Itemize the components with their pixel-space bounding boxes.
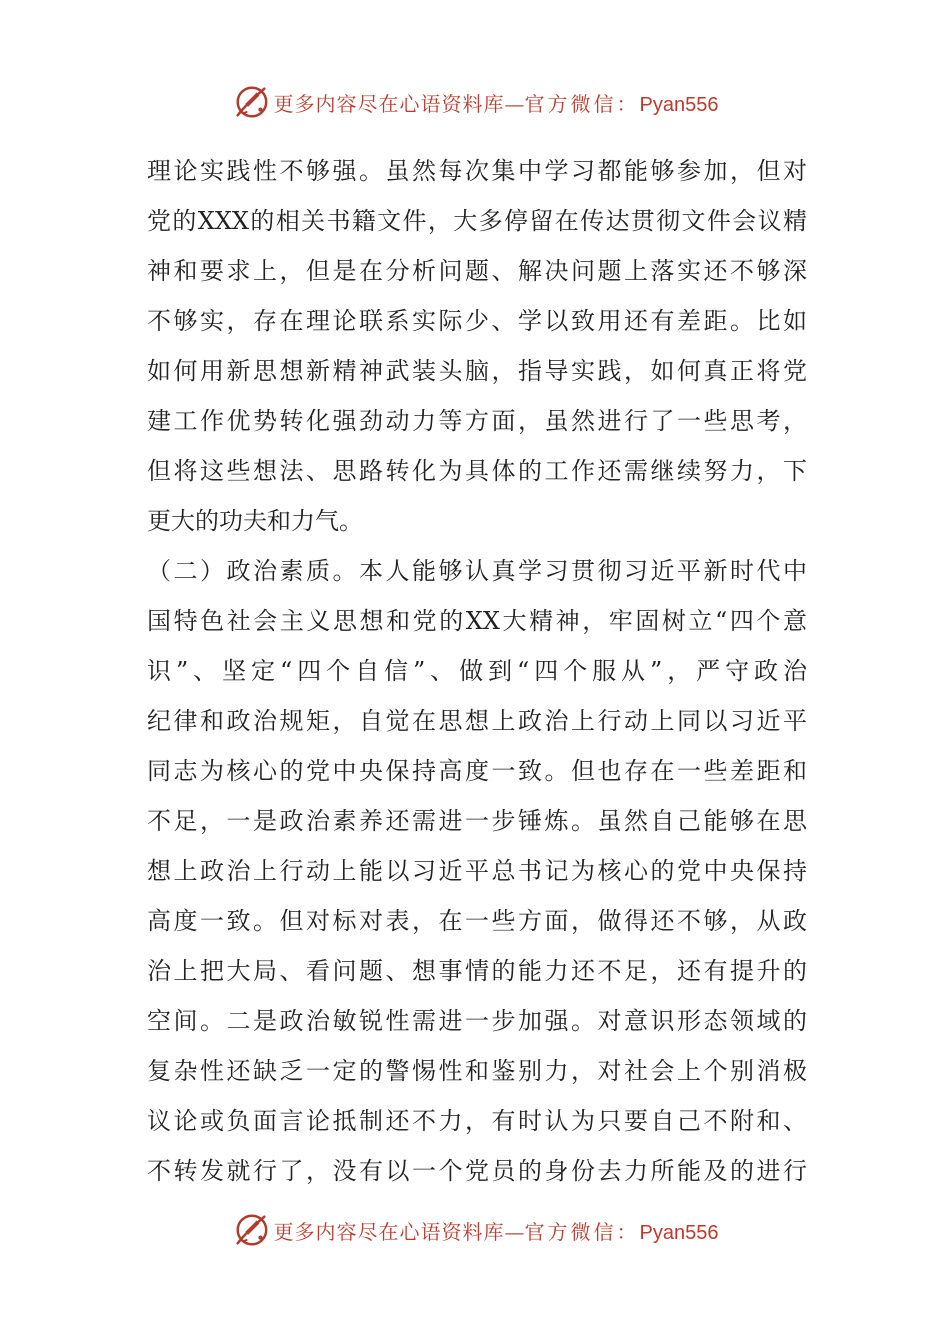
body-line: 治上把大局、看问题、想事情的能力还不足，还有提升的 <box>147 957 807 985</box>
body-line: 但将这些想法、思路转化为具体的工作还需继续努力，下 <box>147 457 807 485</box>
watermark-banner-bottom <box>0 1208 950 1252</box>
watermark-account: Pyan556 <box>639 1221 719 1244</box>
watermark-content <box>232 83 719 121</box>
watermark-text <box>274 88 719 117</box>
body-line: 想上政治上行动上能以习近平总书记为核心的党中央保持 <box>147 857 807 885</box>
watermark-banner-top <box>0 80 950 124</box>
body-line: 不够实，存在理论联系实际少、学以致用还有差距。比如 <box>147 307 807 335</box>
body-line: 神和要求上，但是在分析问题、解决问题上落实还不够深 <box>147 257 807 285</box>
pen-circle-logo-icon <box>232 1211 270 1249</box>
body-line: 国特色社会主义思想和党的XX大精神，牢固树立“四个意 <box>147 607 807 635</box>
watermark-site: 更多内容尽在心语资料库 <box>273 1219 505 1244</box>
body-line: 党的XXX的相关书籍文件，大多停留在传达贯彻文件会议精 <box>147 207 807 235</box>
watermark-separator: — <box>504 1219 525 1244</box>
body-line: 建工作优势转化强劲动力等方面，虽然进行了一些思考， <box>147 407 807 435</box>
body-line: 复杂性还缺乏一定的警惕性和鉴别力，对社会上个别消极 <box>147 1057 807 1085</box>
body-line: 空间。二是政治敏锐性需进一步加强。对意识形态领域的 <box>147 1007 807 1035</box>
watermark-content <box>232 1211 719 1249</box>
watermark-account: Pyan556 <box>639 93 719 116</box>
watermark-separator: — <box>504 91 525 116</box>
body-line: 同志为核心的党中央保持高度一致。但也存在一些差距和 <box>147 757 807 785</box>
watermark-text <box>274 1216 719 1245</box>
body-line: 纪律和政治规矩，自觉在思想上政治上行动上同以习近平 <box>147 707 807 735</box>
watermark-wechat-label: 官方微信： <box>524 1219 640 1244</box>
body-line: 不转发就行了，没有以一个党员的身份去力所能及的进行 <box>147 1157 807 1185</box>
body-line: 议论或负面言论抵制还不力，有时认为只要自己不附和、 <box>147 1107 807 1135</box>
body-line: 如何用新思想新精神武装头脑，指导实践，如何真正将党 <box>147 357 807 385</box>
pen-circle-logo-icon <box>232 83 270 121</box>
body-line: 识”、坚定“四个自信”、做到“四个服从”，严守政治 <box>147 657 807 685</box>
section-heading-line: （二）政治素质。本人能够认真学习贯彻习近平新时代中 <box>147 557 807 585</box>
body-line: 理论实践性不够强。虽然每次集中学习都能够参加，但对 <box>147 157 807 185</box>
body-line: 高度一致。但对标对表，在一些方面，做得还不够，从政 <box>147 907 807 935</box>
watermark-wechat-label: 官方微信： <box>524 91 640 116</box>
body-line: 不足，一是政治素养还需进一步锤炼。虽然自己能够在思 <box>147 807 807 835</box>
body-line-last: 更大的功夫和力气。 <box>147 507 363 535</box>
document-body <box>147 146 807 1196</box>
watermark-site: 更多内容尽在心语资料库 <box>273 91 505 116</box>
